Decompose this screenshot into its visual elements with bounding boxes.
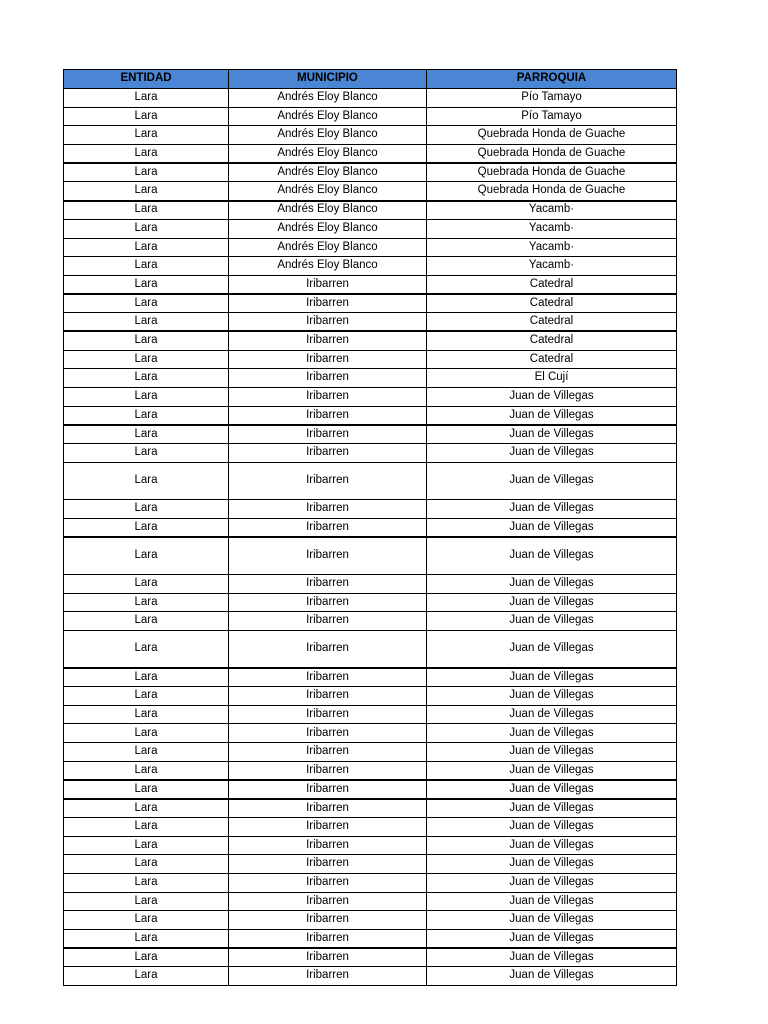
table-row bbox=[64, 668, 677, 687]
table-row bbox=[64, 425, 677, 444]
table-row bbox=[64, 929, 677, 948]
table-row bbox=[64, 201, 677, 220]
cell-municipio: Iribarren bbox=[229, 911, 427, 930]
table-row bbox=[64, 182, 677, 201]
cell-entidad: Lara bbox=[64, 388, 229, 407]
cell-municipio: Andrés Eloy Blanco bbox=[229, 126, 427, 145]
cell-parroquia: Yacamb· bbox=[427, 201, 677, 220]
cell-entidad: Lara bbox=[64, 350, 229, 369]
table-row bbox=[64, 761, 677, 780]
cell-municipio: Andrés Eloy Blanco bbox=[229, 107, 427, 126]
cell-municipio: Andrés Eloy Blanco bbox=[229, 201, 427, 220]
table-row bbox=[64, 238, 677, 257]
cell-entidad: Lara bbox=[64, 369, 229, 388]
cell-parroquia: Juan de Villegas bbox=[427, 444, 677, 463]
cell-municipio: Iribarren bbox=[229, 574, 427, 593]
cell-parroquia: Juan de Villegas bbox=[427, 574, 677, 593]
cell-entidad: Lara bbox=[64, 294, 229, 313]
cell-entidad: Lara bbox=[64, 855, 229, 874]
cell-municipio: Iribarren bbox=[229, 929, 427, 948]
cell-entidad: Lara bbox=[64, 313, 229, 332]
cell-parroquia: Juan de Villegas bbox=[427, 612, 677, 631]
cell-entidad: Lara bbox=[64, 145, 229, 164]
table-row bbox=[64, 350, 677, 369]
cell-entidad: Lara bbox=[64, 107, 229, 126]
cell-parroquia: Juan de Villegas bbox=[427, 425, 677, 444]
table-row bbox=[64, 388, 677, 407]
table-row bbox=[64, 500, 677, 519]
cell-entidad: Lara bbox=[64, 425, 229, 444]
cell-municipio: Iribarren bbox=[229, 462, 427, 499]
table-row bbox=[64, 687, 677, 706]
cell-entidad: Lara bbox=[64, 182, 229, 201]
cell-parroquia: Quebrada Honda de Guache bbox=[427, 126, 677, 145]
cell-parroquia: Juan de Villegas bbox=[427, 687, 677, 706]
cell-entidad: Lara bbox=[64, 89, 229, 108]
cell-parroquia: Yacamb· bbox=[427, 219, 677, 238]
cell-entidad: Lara bbox=[64, 201, 229, 220]
column-header-entidad: ENTIDAD bbox=[64, 70, 229, 89]
cell-entidad: Lara bbox=[64, 593, 229, 612]
cell-municipio: Iribarren bbox=[229, 724, 427, 743]
cell-municipio: Andrés Eloy Blanco bbox=[229, 182, 427, 201]
cell-parroquia: Yacamb· bbox=[427, 257, 677, 276]
cell-parroquia: Juan de Villegas bbox=[427, 593, 677, 612]
table-row bbox=[64, 967, 677, 986]
cell-parroquia: Catedral bbox=[427, 275, 677, 294]
table-body bbox=[64, 89, 677, 986]
cell-entidad: Lara bbox=[64, 275, 229, 294]
table-row bbox=[64, 107, 677, 126]
cell-entidad: Lara bbox=[64, 612, 229, 631]
cell-municipio: Iribarren bbox=[229, 780, 427, 799]
cell-municipio: Iribarren bbox=[229, 518, 427, 537]
cell-parroquia: Juan de Villegas bbox=[427, 911, 677, 930]
table-row bbox=[64, 257, 677, 276]
cell-entidad: Lara bbox=[64, 500, 229, 519]
cell-parroquia: Juan de Villegas bbox=[427, 855, 677, 874]
table-row bbox=[64, 518, 677, 537]
cell-entidad: Lara bbox=[64, 743, 229, 762]
column-header-parroquia: PARROQUIA bbox=[427, 70, 677, 89]
table-row bbox=[64, 612, 677, 631]
cell-municipio: Iribarren bbox=[229, 444, 427, 463]
cell-entidad: Lara bbox=[64, 929, 229, 948]
table-row bbox=[64, 724, 677, 743]
table-row bbox=[64, 89, 677, 108]
cell-entidad: Lara bbox=[64, 574, 229, 593]
cell-entidad: Lara bbox=[64, 817, 229, 836]
table-row bbox=[64, 799, 677, 818]
cell-parroquia: Juan de Villegas bbox=[427, 518, 677, 537]
table-row bbox=[64, 836, 677, 855]
cell-entidad: Lara bbox=[64, 687, 229, 706]
cell-municipio: Iribarren bbox=[229, 873, 427, 892]
cell-municipio: Iribarren bbox=[229, 705, 427, 724]
cell-parroquia: Juan de Villegas bbox=[427, 500, 677, 519]
cell-parroquia: Juan de Villegas bbox=[427, 799, 677, 818]
cell-parroquia: Catedral bbox=[427, 294, 677, 313]
header-row bbox=[64, 70, 677, 89]
cell-municipio: Iribarren bbox=[229, 406, 427, 425]
table-row bbox=[64, 948, 677, 967]
parroquias-table bbox=[63, 69, 677, 986]
cell-parroquia: Juan de Villegas bbox=[427, 761, 677, 780]
cell-entidad: Lara bbox=[64, 331, 229, 350]
cell-parroquia: Juan de Villegas bbox=[427, 948, 677, 967]
cell-municipio: Iribarren bbox=[229, 855, 427, 874]
cell-municipio: Andrés Eloy Blanco bbox=[229, 257, 427, 276]
cell-parroquia: Pío Tamayo bbox=[427, 107, 677, 126]
cell-entidad: Lara bbox=[64, 462, 229, 499]
cell-municipio: Andrés Eloy Blanco bbox=[229, 238, 427, 257]
cell-municipio: Andrés Eloy Blanco bbox=[229, 219, 427, 238]
cell-municipio: Iribarren bbox=[229, 630, 427, 667]
cell-municipio: Iribarren bbox=[229, 799, 427, 818]
cell-parroquia: Juan de Villegas bbox=[427, 537, 677, 574]
cell-parroquia: Juan de Villegas bbox=[427, 462, 677, 499]
cell-municipio: Andrés Eloy Blanco bbox=[229, 163, 427, 182]
table-row bbox=[64, 313, 677, 332]
table-row bbox=[64, 406, 677, 425]
cell-parroquia: Juan de Villegas bbox=[427, 743, 677, 762]
cell-municipio: Iribarren bbox=[229, 836, 427, 855]
cell-entidad: Lara bbox=[64, 892, 229, 911]
cell-entidad: Lara bbox=[64, 668, 229, 687]
cell-entidad: Lara bbox=[64, 836, 229, 855]
cell-entidad: Lara bbox=[64, 967, 229, 986]
table-row bbox=[64, 743, 677, 762]
table-row bbox=[64, 126, 677, 145]
cell-entidad: Lara bbox=[64, 799, 229, 818]
cell-entidad: Lara bbox=[64, 126, 229, 145]
cell-entidad: Lara bbox=[64, 873, 229, 892]
cell-parroquia: Juan de Villegas bbox=[427, 406, 677, 425]
cell-parroquia: Yacamb· bbox=[427, 238, 677, 257]
cell-parroquia: Catedral bbox=[427, 331, 677, 350]
cell-municipio: Iribarren bbox=[229, 687, 427, 706]
table-row bbox=[64, 892, 677, 911]
cell-municipio: Iribarren bbox=[229, 612, 427, 631]
cell-municipio: Iribarren bbox=[229, 313, 427, 332]
cell-entidad: Lara bbox=[64, 948, 229, 967]
cell-parroquia: Juan de Villegas bbox=[427, 705, 677, 724]
table-row bbox=[64, 369, 677, 388]
cell-parroquia: Catedral bbox=[427, 350, 677, 369]
table-row bbox=[64, 219, 677, 238]
cell-municipio: Iribarren bbox=[229, 425, 427, 444]
cell-municipio: Iribarren bbox=[229, 817, 427, 836]
cell-parroquia: Juan de Villegas bbox=[427, 388, 677, 407]
table-row bbox=[64, 163, 677, 182]
cell-municipio: Iribarren bbox=[229, 500, 427, 519]
cell-entidad: Lara bbox=[64, 444, 229, 463]
cell-entidad: Lara bbox=[64, 163, 229, 182]
table-row bbox=[64, 911, 677, 930]
cell-parroquia: Pío Tamayo bbox=[427, 89, 677, 108]
cell-municipio: Iribarren bbox=[229, 369, 427, 388]
cell-municipio: Andrés Eloy Blanco bbox=[229, 89, 427, 108]
cell-municipio: Iribarren bbox=[229, 761, 427, 780]
cell-entidad: Lara bbox=[64, 238, 229, 257]
cell-parroquia: Juan de Villegas bbox=[427, 630, 677, 667]
table-row bbox=[64, 444, 677, 463]
cell-parroquia: Juan de Villegas bbox=[427, 780, 677, 799]
cell-entidad: Lara bbox=[64, 911, 229, 930]
table-row bbox=[64, 331, 677, 350]
cell-parroquia: Juan de Villegas bbox=[427, 967, 677, 986]
column-header-municipio: MUNICIPIO bbox=[229, 70, 427, 89]
cell-municipio: Iribarren bbox=[229, 743, 427, 762]
cell-municipio: Iribarren bbox=[229, 388, 427, 407]
table-header bbox=[64, 70, 677, 89]
cell-municipio: Iribarren bbox=[229, 537, 427, 574]
table-row bbox=[64, 275, 677, 294]
cell-entidad: Lara bbox=[64, 724, 229, 743]
cell-municipio: Andrés Eloy Blanco bbox=[229, 145, 427, 164]
cell-municipio: Iribarren bbox=[229, 948, 427, 967]
cell-municipio: Iribarren bbox=[229, 294, 427, 313]
table-row bbox=[64, 705, 677, 724]
cell-municipio: Iribarren bbox=[229, 892, 427, 911]
cell-municipio: Iribarren bbox=[229, 967, 427, 986]
table-row bbox=[64, 780, 677, 799]
cell-entidad: Lara bbox=[64, 219, 229, 238]
cell-entidad: Lara bbox=[64, 780, 229, 799]
cell-municipio: Iribarren bbox=[229, 593, 427, 612]
cell-parroquia: Catedral bbox=[427, 313, 677, 332]
cell-entidad: Lara bbox=[64, 630, 229, 667]
cell-municipio: Iribarren bbox=[229, 331, 427, 350]
table-row bbox=[64, 630, 677, 667]
cell-entidad: Lara bbox=[64, 705, 229, 724]
cell-parroquia: Quebrada Honda de Guache bbox=[427, 145, 677, 164]
cell-municipio: Iribarren bbox=[229, 668, 427, 687]
table-row bbox=[64, 145, 677, 164]
cell-parroquia: Juan de Villegas bbox=[427, 892, 677, 911]
table-row bbox=[64, 537, 677, 574]
table-row bbox=[64, 294, 677, 313]
cell-entidad: Lara bbox=[64, 518, 229, 537]
cell-municipio: Iribarren bbox=[229, 350, 427, 369]
cell-parroquia: Juan de Villegas bbox=[427, 724, 677, 743]
cell-parroquia: El Cují bbox=[427, 369, 677, 388]
cell-parroquia: Juan de Villegas bbox=[427, 836, 677, 855]
cell-parroquia: Juan de Villegas bbox=[427, 817, 677, 836]
table-row bbox=[64, 873, 677, 892]
cell-entidad: Lara bbox=[64, 761, 229, 780]
cell-parroquia: Quebrada Honda de Guache bbox=[427, 163, 677, 182]
table-row bbox=[64, 817, 677, 836]
table-row bbox=[64, 855, 677, 874]
table-row bbox=[64, 462, 677, 499]
cell-parroquia: Juan de Villegas bbox=[427, 929, 677, 948]
cell-entidad: Lara bbox=[64, 257, 229, 276]
cell-entidad: Lara bbox=[64, 537, 229, 574]
table-row bbox=[64, 574, 677, 593]
cell-entidad: Lara bbox=[64, 406, 229, 425]
cell-municipio: Iribarren bbox=[229, 275, 427, 294]
cell-parroquia: Juan de Villegas bbox=[427, 668, 677, 687]
table-row bbox=[64, 593, 677, 612]
cell-parroquia: Quebrada Honda de Guache bbox=[427, 182, 677, 201]
cell-parroquia: Juan de Villegas bbox=[427, 873, 677, 892]
